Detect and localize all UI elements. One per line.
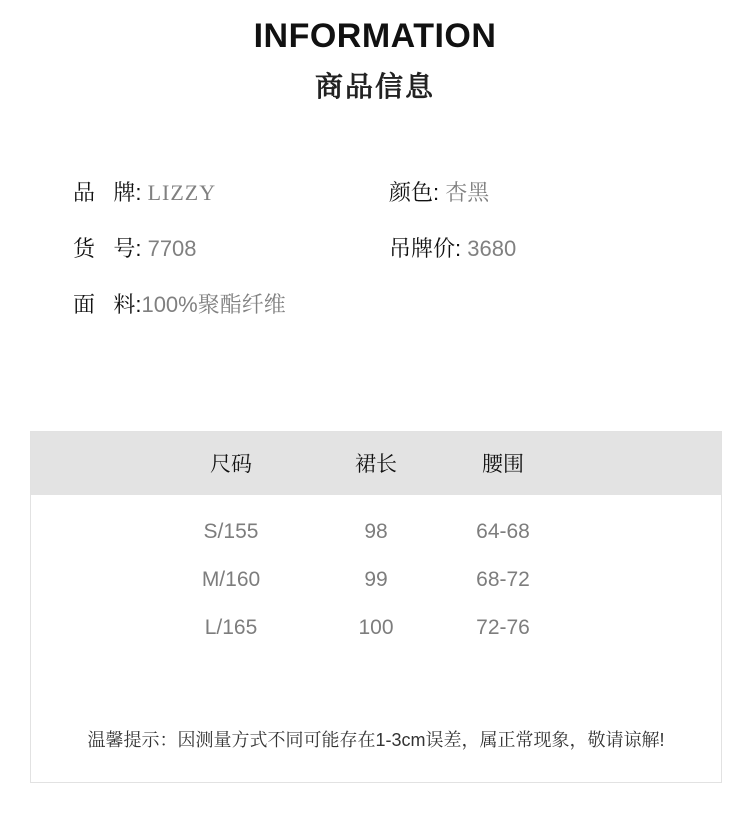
info-tag-price-value: 3680 [467,236,517,261]
row-size: S/155 [203,520,259,543]
header-size: 尺码 [210,453,252,476]
title-english: INFORMATION [253,17,497,55]
title-chinese: 商品信息 [314,71,435,102]
row-waist: 72-76 [476,616,530,639]
row-length: 98 [364,520,388,543]
info-tag-price-label: 吊牌价: [389,236,462,261]
info-tag-price [389,234,516,264]
row-size: L/165 [204,616,258,639]
row-waist: 64-68 [476,520,530,543]
size-table-header [31,432,721,495]
row-waist: 68-72 [476,568,530,591]
info-item-no-value: 7708 [147,236,197,261]
header-length: 裙长 [355,453,397,476]
info-brand-value: LIZZY [147,180,217,205]
info-fabric [73,290,286,320]
row-length: 99 [364,568,388,591]
info-item-no-label: 货 号: [73,236,142,261]
info-color-label: 颜色: [389,180,440,205]
header-waist: 腰围 [482,453,524,476]
info-color-value: 杏黑 [445,180,490,205]
info-brand [73,178,216,208]
info-fabric-label: 面 料: [73,292,142,317]
measurement-note: 温馨提示：因测量方式不同可能存在1-3cm误差，属正常现象，敬请谅解! [87,730,665,750]
row-length: 100 [358,616,394,639]
info-fabric-value: 100%聚酯纤维 [141,292,286,317]
info-color [389,178,489,208]
row-size: M/160 [201,568,261,591]
size-table [30,431,722,783]
info-item-no [73,234,197,264]
info-brand-label: 品 牌: [73,180,142,205]
